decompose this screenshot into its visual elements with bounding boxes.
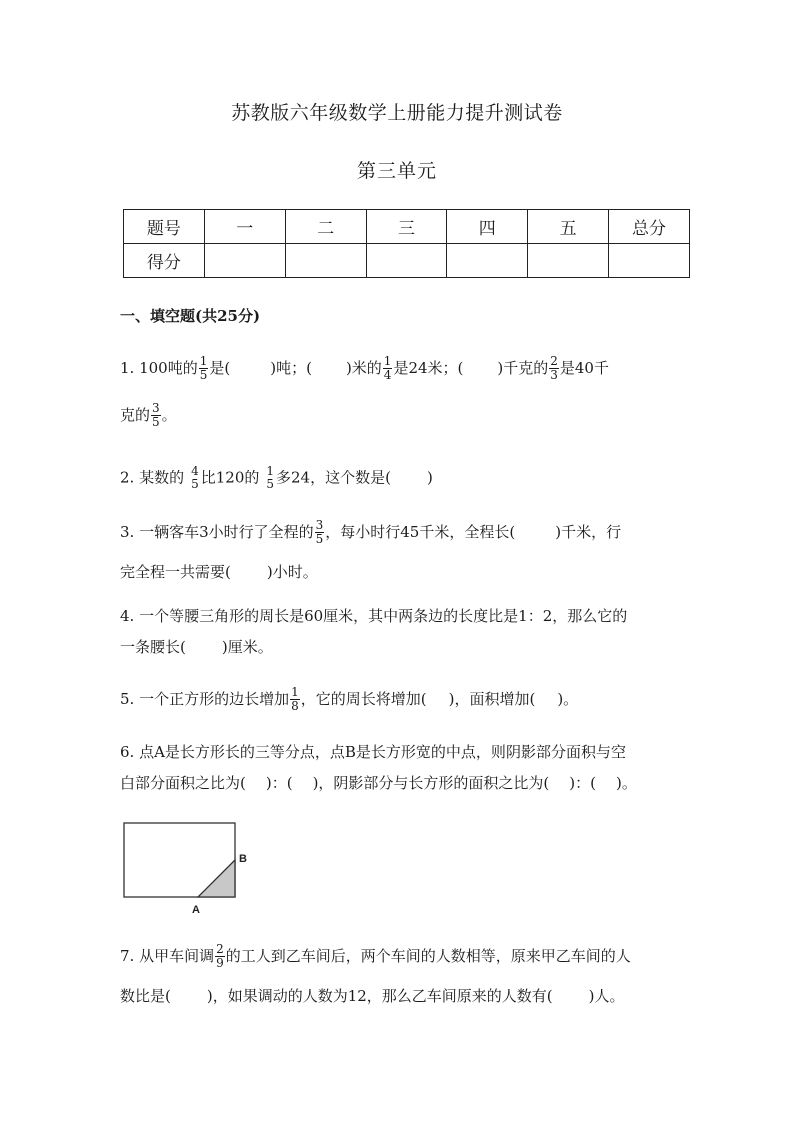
question-text: 白部分面积之比为( bbox=[120, 774, 246, 792]
question-text: 7. 从甲车间调 bbox=[120, 947, 215, 966]
question-4-line-1 bbox=[120, 605, 627, 626]
fraction bbox=[215, 943, 225, 969]
question-text: )：( bbox=[265, 774, 293, 792]
section-title: 一、填空题(共25分) bbox=[120, 307, 261, 325]
score-table-score-row bbox=[124, 244, 690, 278]
fraction-denominator: 9 bbox=[216, 955, 224, 970]
question-6-line-1 bbox=[120, 741, 626, 762]
question-text: )米的 bbox=[345, 359, 382, 378]
question-2 bbox=[120, 466, 433, 491]
question-text: 是24米；( bbox=[393, 359, 464, 378]
fraction-numerator: 1 bbox=[383, 354, 392, 368]
question-text: )小时。 bbox=[266, 563, 318, 581]
fraction-denominator: 3 bbox=[550, 367, 558, 382]
score-cell[interactable] bbox=[528, 244, 609, 278]
fraction bbox=[151, 402, 161, 428]
question-text: )厘米。 bbox=[221, 638, 273, 656]
score-cell[interactable] bbox=[609, 244, 690, 278]
question-text: )。 bbox=[557, 690, 579, 709]
question-text: )千米，行 bbox=[555, 523, 622, 542]
score-table-header: 五 bbox=[528, 210, 609, 244]
fraction bbox=[383, 355, 393, 381]
shaded-triangle bbox=[198, 860, 235, 897]
fraction-denominator: 5 bbox=[315, 531, 324, 546]
question-3-line-2 bbox=[120, 561, 318, 582]
question-text: )：( bbox=[569, 774, 597, 792]
score-cell[interactable] bbox=[204, 244, 285, 278]
question-7-line-2 bbox=[120, 985, 625, 1006]
score-table-header: 二 bbox=[285, 210, 366, 244]
question-text: ，每小时行45千米，全程长( bbox=[325, 523, 516, 542]
point-b-label: B bbox=[239, 853, 247, 865]
score-cell[interactable] bbox=[285, 244, 366, 278]
page-subtitle: 第三单元 bbox=[356, 160, 437, 182]
fraction-numerator: 1 bbox=[199, 354, 208, 368]
question-text: ) bbox=[426, 468, 433, 487]
question-text: 是( bbox=[209, 359, 231, 378]
fraction-numerator: 2 bbox=[550, 354, 558, 368]
question-text: 。 bbox=[161, 406, 177, 425]
score-table-header-row bbox=[124, 210, 690, 244]
question-6-line-2 bbox=[120, 772, 637, 793]
question-text: 的工人到乙车间后，两个车间的人数相等，原来甲乙车间的人 bbox=[225, 947, 631, 966]
question-text: 比120的 bbox=[200, 468, 260, 487]
fraction-denominator: 5 bbox=[191, 476, 199, 491]
question-text: 数比是( bbox=[120, 987, 171, 1005]
question-text: )吨；( bbox=[270, 359, 312, 378]
question-text: 6. 点A是长方形长的三等分点，点B是长方形宽的中点，则阴影部分面积与空 bbox=[120, 743, 626, 761]
score-table-header: 三 bbox=[366, 210, 447, 244]
fraction bbox=[199, 355, 209, 381]
fraction-numerator: 2 bbox=[216, 942, 224, 956]
score-table-header: 题号 bbox=[124, 210, 205, 244]
score-table-header: 四 bbox=[447, 210, 528, 244]
fraction bbox=[290, 686, 300, 712]
question-1-line-2 bbox=[120, 403, 177, 429]
fraction bbox=[315, 519, 325, 545]
question-3-line-1 bbox=[120, 520, 621, 546]
fraction-denominator: 5 bbox=[199, 367, 208, 382]
question-text: 是40千 bbox=[559, 359, 609, 378]
question-text: 克的 bbox=[120, 406, 151, 425]
fraction-denominator: 4 bbox=[383, 367, 392, 382]
score-cell[interactable] bbox=[447, 244, 528, 278]
question-5 bbox=[120, 687, 578, 713]
question-7-line-1 bbox=[120, 944, 631, 970]
question-text: 3. 一辆客车3小时行了全程的 bbox=[120, 523, 314, 542]
fraction bbox=[265, 465, 275, 490]
question-text: )，阴影部分与长方形的面积之比为( bbox=[312, 774, 550, 792]
question-text: )人。 bbox=[588, 987, 625, 1005]
fraction-denominator: 5 bbox=[266, 476, 275, 491]
rectangle-figure bbox=[118, 818, 258, 918]
fraction-numerator: 3 bbox=[152, 401, 160, 415]
fraction-numerator: 1 bbox=[291, 685, 299, 699]
fraction-denominator: 5 bbox=[152, 414, 160, 429]
question-text: 一条腰长( bbox=[120, 638, 186, 656]
score-table-header: 一 bbox=[204, 210, 285, 244]
question-text: 4. 一个等腰三角形的周长是60厘米，其中两条边的长度比是1：2，那么它的 bbox=[120, 607, 628, 625]
fraction-denominator: 8 bbox=[291, 698, 299, 713]
question-text: 完全程一共需要( bbox=[120, 563, 231, 581]
score-row-label: 得分 bbox=[124, 244, 205, 278]
score-cell[interactable] bbox=[366, 244, 447, 278]
question-text: )，面积增加( bbox=[448, 690, 536, 709]
question-text: ，它的周长将增加( bbox=[300, 690, 427, 709]
score-table-header: 总分 bbox=[609, 210, 690, 244]
question-text: )。 bbox=[616, 774, 637, 792]
fraction-numerator: 1 bbox=[266, 464, 275, 478]
fraction-numerator: 4 bbox=[191, 464, 199, 478]
question-1-line-1 bbox=[120, 356, 609, 382]
question-text: )，如果调动的人数为12，那么乙车间原来的人数有( bbox=[206, 987, 553, 1005]
score-table bbox=[123, 209, 690, 278]
page-title: 苏教版六年级数学上册能力提升测试卷 bbox=[231, 102, 563, 124]
question-text: 多24，这个数是( bbox=[276, 468, 391, 487]
question-text: 1. 100吨的 bbox=[120, 359, 198, 378]
fraction bbox=[549, 355, 559, 381]
fraction bbox=[190, 465, 200, 490]
question-text: 2. 某数的 bbox=[120, 468, 185, 487]
question-text: 5. 一个正方形的边长增加 bbox=[120, 690, 290, 709]
point-a-label: A bbox=[192, 904, 200, 916]
fraction-numerator: 3 bbox=[315, 518, 324, 532]
question-text: )千克的 bbox=[497, 359, 549, 378]
question-4-line-2 bbox=[120, 636, 273, 657]
